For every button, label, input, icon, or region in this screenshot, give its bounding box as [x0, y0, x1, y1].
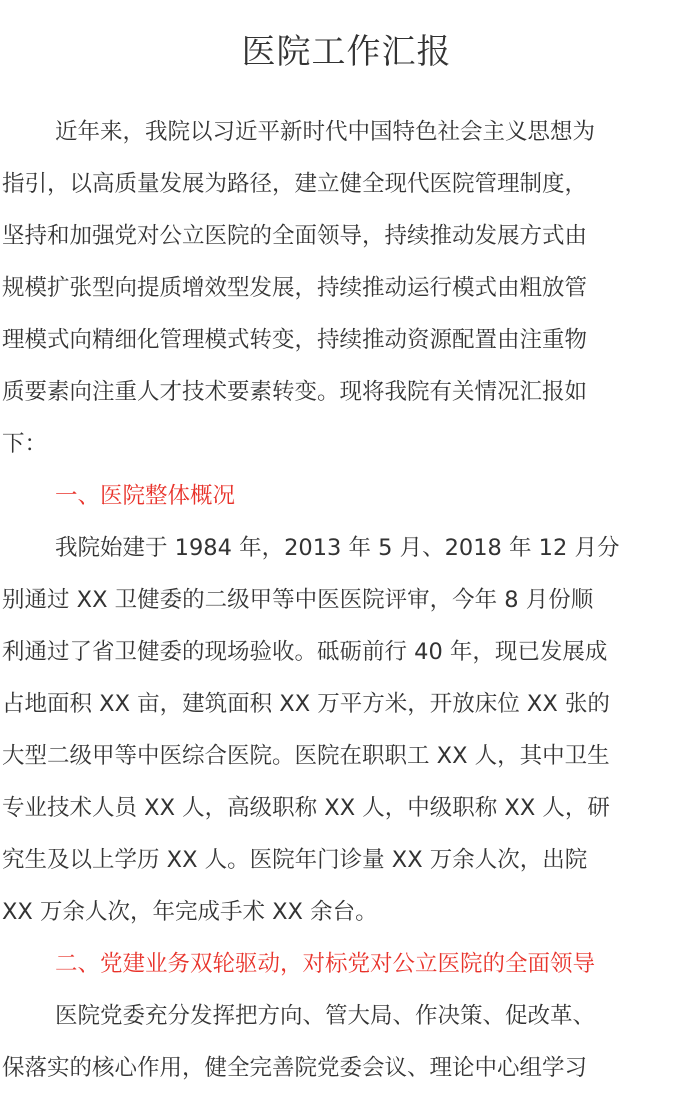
document-body [2, 106, 693, 1094]
paragraph-line: 近年来，我院以习近平新时代中国特色社会主义思想为 [55, 119, 596, 145]
paragraph-line: 理模式向精细化管理模式转变，持续推动资源配置由注重物 [2, 327, 588, 353]
paragraph-line: 大型二级甲等中医综合医院。医院在职职工 XX 人，其中卫生 [2, 743, 610, 769]
paragraph-line: 究生及以上学历 XX 人。医院年门诊量 XX 万余人次，出院 [2, 847, 588, 873]
paragraph-line: 专业技术人员 XX 人，高级职称 XX 人，中级职称 XX 人，研 [2, 795, 610, 821]
paragraph-line: 我院始建于 1984 年，2013 年 5 月、2018 年 12 月分 [55, 535, 620, 561]
paragraph-line: 坚持和加强党对公立医院的全面领导，持续推动发展方式由 [2, 223, 588, 249]
document-title: 医院工作汇报 [241, 32, 452, 72]
paragraph-line: XX 万余人次，年完成手术 XX 余台。 [2, 899, 378, 925]
paragraph-line: 规模扩张型向提质增效型发展，持续推动运行模式由粗放管 [2, 275, 588, 301]
paragraph-line: 利通过了省卫健委的现场验收。砥砺前行 40 年，现已发展成 [2, 639, 608, 665]
paragraph-line: 质要素向注重人才技术要素转变。现将我院有关情况汇报如 [2, 379, 588, 405]
paragraph-line: 指引，以高质量发展为路径，建立健全现代医院管理制度， [2, 171, 588, 197]
paragraph-line: 医院党委充分发挥把方向、管大局、作决策、促改革、 [55, 1003, 596, 1029]
paragraph-line: 保落实的核心作用，健全完善院党委会议、理论中心组学习 [2, 1055, 588, 1081]
paragraph-line: 别通过 XX 卫健委的二级甲等中医医院评审，今年 8 月份顺 [2, 587, 594, 613]
paragraph-line: 占地面积 XX 亩，建筑面积 XX 万平方米，开放床位 XX 张的 [2, 691, 610, 717]
section-heading: 一、医院整体概况 [55, 483, 236, 509]
section-heading: 二、党建业务双轮驱动，对标党对公立医院的全面领导 [55, 951, 596, 977]
paragraph-line: 下： [2, 431, 48, 457]
